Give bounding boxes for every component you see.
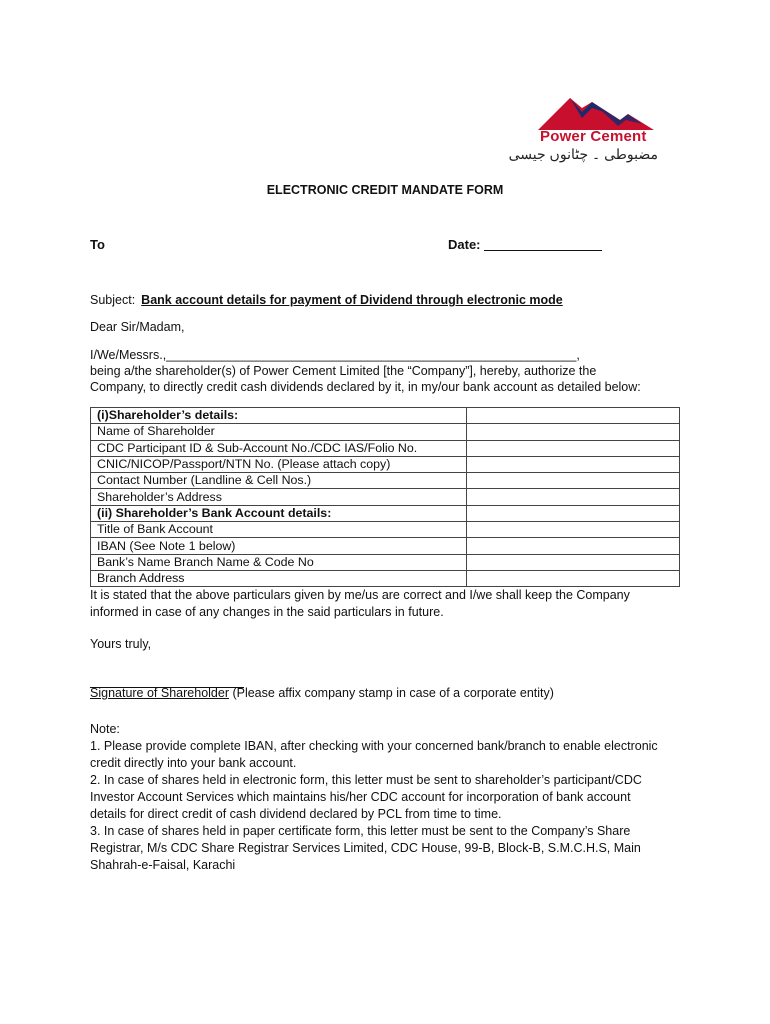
yours-truly: Yours truly, bbox=[90, 637, 152, 651]
field-label-cell: CNIC/NICOP/Passport/NTN No. (Please attach copy) bbox=[91, 456, 467, 472]
field-label-cell: CDC Participant ID & Sub-Account No./CDC IAS/Folio No. bbox=[91, 440, 467, 456]
note-line: Investor Account Services which maintains his/her CDC account for incorporation of bank account bbox=[90, 790, 631, 804]
statement-line: It is stated that the above particulars given by me/us are correct and I/we shall keep the Company bbox=[90, 588, 630, 602]
field-value-cell[interactable] bbox=[467, 538, 680, 554]
signature-caption bbox=[90, 686, 554, 700]
subject-prefix: Subject: bbox=[90, 293, 136, 307]
field-value-cell[interactable] bbox=[467, 554, 680, 570]
authorize-line: Company, to directly credit cash dividends declared by it, in my/our bank account as detailed below: bbox=[90, 380, 641, 394]
date-field[interactable] bbox=[484, 250, 602, 251]
field-value-cell[interactable] bbox=[467, 522, 680, 538]
note-line: 1. Please provide complete IBAN, after checking with your concerned bank/branch to enable electronic bbox=[90, 739, 658, 753]
field-value-cell[interactable] bbox=[467, 489, 680, 505]
table-row bbox=[91, 538, 680, 554]
table-row bbox=[91, 424, 680, 440]
field-label-cell: Branch Address bbox=[91, 570, 467, 586]
brand-name: Power Cement bbox=[540, 128, 647, 145]
authorize-line: I/We/Messrs.,___________________________________________________________, bbox=[90, 348, 580, 362]
field-label-cell: Bank’s Name Branch Name & Code No bbox=[91, 554, 467, 570]
note-line: details for direct credit of cash dividend declared by PCL from time to time. bbox=[90, 807, 502, 821]
to-label: To bbox=[90, 237, 105, 252]
field-value-cell bbox=[467, 408, 680, 424]
field-value-cell bbox=[467, 505, 680, 521]
note-line: 3. In case of shares held in paper certificate form, this letter must be sent to the Company’s Share bbox=[90, 824, 631, 838]
field-value-cell[interactable] bbox=[467, 456, 680, 472]
section-heading-cell: (i)Shareholder’s details: bbox=[91, 408, 467, 424]
field-label-cell: Name of Shareholder bbox=[91, 424, 467, 440]
note-line: Note: bbox=[90, 722, 120, 736]
table-row bbox=[91, 522, 680, 538]
field-value-cell[interactable] bbox=[467, 440, 680, 456]
signature-note: (Please affix company stamp in case of a corporate entity) bbox=[228, 686, 554, 700]
greeting: Dear Sir/Madam, bbox=[90, 320, 185, 334]
urdu-tagline: مضبوطی ۔ چٹانوں جیسی bbox=[508, 146, 658, 162]
field-label-cell: Title of Bank Account bbox=[91, 522, 467, 538]
date-label: Date: bbox=[448, 237, 481, 252]
statement-line: informed in case of any changes in the said particulars in future. bbox=[90, 605, 444, 619]
table-row bbox=[91, 456, 680, 472]
field-value-cell[interactable] bbox=[467, 473, 680, 489]
note-line: Shahrah-e-Faisal, Karachi bbox=[90, 858, 236, 872]
subject-text: Bank account details for payment of Dividend through electronic mode bbox=[141, 293, 563, 307]
notes-section bbox=[90, 721, 690, 874]
field-label-cell: IBAN (See Note 1 below) bbox=[91, 538, 467, 554]
table-row bbox=[91, 505, 680, 521]
field-label-cell: Shareholder’s Address bbox=[91, 489, 467, 505]
field-label-cell: Contact Number (Landline & Cell Nos.) bbox=[91, 473, 467, 489]
authorize-line: being a/the shareholder(s) of Power Cement Limited [the “Company”], hereby, authorize the bbox=[90, 364, 597, 378]
declaration-statement bbox=[90, 587, 690, 621]
table-row bbox=[91, 440, 680, 456]
field-value-cell[interactable] bbox=[467, 424, 680, 440]
table-row bbox=[91, 408, 680, 424]
signature-label: Signature of Shareholder bbox=[90, 686, 229, 700]
details-table bbox=[90, 407, 680, 587]
table-row bbox=[91, 570, 680, 586]
field-value-cell[interactable] bbox=[467, 570, 680, 586]
note-line: Registrar, M/s CDC Share Registrar Services Limited, CDC House, 99-B, Block-B, S.M.C.H.S, Main bbox=[90, 841, 641, 855]
note-line: credit directly into your bank account. bbox=[90, 756, 297, 770]
subject-line bbox=[90, 293, 563, 307]
table-row bbox=[91, 489, 680, 505]
form-title: ELECTRONIC CREDIT MANDATE FORM bbox=[266, 183, 504, 197]
authorization-paragraph bbox=[90, 347, 690, 395]
mountain-logo-icon bbox=[530, 90, 660, 132]
table-row bbox=[91, 554, 680, 570]
note-line: 2. In case of shares held in electronic form, this letter must be sent to shareholder’s participant/CDC bbox=[90, 773, 642, 787]
company-logo bbox=[508, 90, 670, 170]
table-row bbox=[91, 473, 680, 489]
section-heading-cell: (ii) Shareholder’s Bank Account details: bbox=[91, 505, 467, 521]
